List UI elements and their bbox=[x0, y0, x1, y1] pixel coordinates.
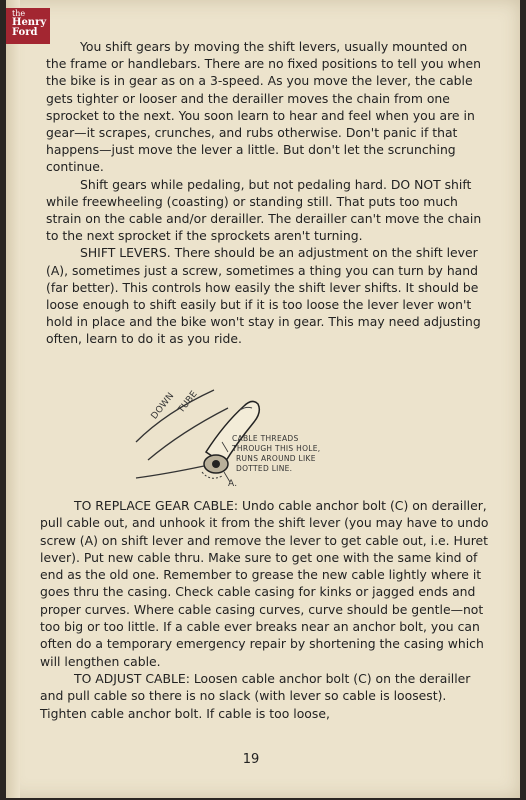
page-spine-shadow bbox=[6, 0, 20, 798]
tube-label: TUBE bbox=[176, 389, 200, 416]
logo-the: the bbox=[12, 9, 26, 18]
page-number: 19 bbox=[242, 752, 260, 767]
logo-henry: Henry bbox=[12, 17, 47, 28]
note-line-2: THROUGH THIS HOLE, bbox=[232, 444, 321, 453]
note-line-1: CABLE THREADS bbox=[232, 434, 299, 443]
body-text-bottom bbox=[40, 497, 490, 722]
down-label: DOWN bbox=[149, 390, 177, 422]
paragraph-shift-levers: SHIFT LEVERS. There should be an adjustment on the shift lever (A), sometimes just a screw, sometimes a thing you can turn by hand (far better). This controls how easily the shift lever shifts. It should be loose enough to shift easily but if it is too loose the lever lever won't hold in place and the bike won't stay in gear. This may need adjusting often, learn to do it as you ride. bbox=[46, 245, 481, 347]
paragraph-replace-cable: TO REPLACE GEAR CABLE: Undo cable anchor bolt (C) on derailler, pull cable out, and unhook it from the shift lever (you may have to undo screw (A) on shift lever and remove the lever to get cable out, i.e. Huret lever). Put new cable thru. Make sure to get one with the same kind of end as the old one. Remember to grease the new cable lightly where it goes thru the casing. Check cable casing for kinks or jagged ends and proper curves. Where cable casing curves, curve should be gentle—not too big or too little. If a cable ever breaks near an anchor bolt, you can often do a temporary emergency repair by shortening the casing which will lengthen cable. bbox=[40, 498, 489, 669]
henry-ford-logo bbox=[6, 8, 50, 44]
note-line-3: RUNS AROUND LIKE bbox=[236, 454, 316, 463]
paragraph-pedaling: Shift gears while pedaling, but not pedaling hard. DO NOT shift while freewheeling (coasting) or standing still. That puts too much strain on the cable and/or derailler. The derailler can't move the chain to the next sprocket if the sprockets aren't turning. bbox=[46, 176, 482, 244]
logo-ford: Ford bbox=[12, 27, 38, 38]
body-text-top bbox=[46, 38, 490, 348]
paragraph-adjust-cable: TO ADJUST CABLE: Loosen cable anchor bolt (C) on the derailler and pull cable so there is no slack (with lever so cable is loosest). Tighten cable anchor bolt. If cable is too loose, bbox=[40, 670, 471, 721]
paragraph-shifting: You shift gears by moving the shift levers, usually mounted on the frame or handlebars. There are no fixed positions to tell you when the bike is in gear as on a 3-speed. As you move the lever, the cable gets tighter or looser and the derailler moves the chain from one sprocket to the next. You soon learn to hear and feel when you are in gear—it scrapes, crunches, and rubs otherwise. Don't panic if that happens—just move the lever a little. But don't let the scrunching continue. bbox=[46, 39, 481, 175]
shift-lever-illustration bbox=[106, 382, 366, 492]
label-a: A. bbox=[228, 479, 238, 489]
book-page bbox=[6, 0, 520, 798]
note-line-4: DOTTED LINE. bbox=[236, 464, 293, 473]
